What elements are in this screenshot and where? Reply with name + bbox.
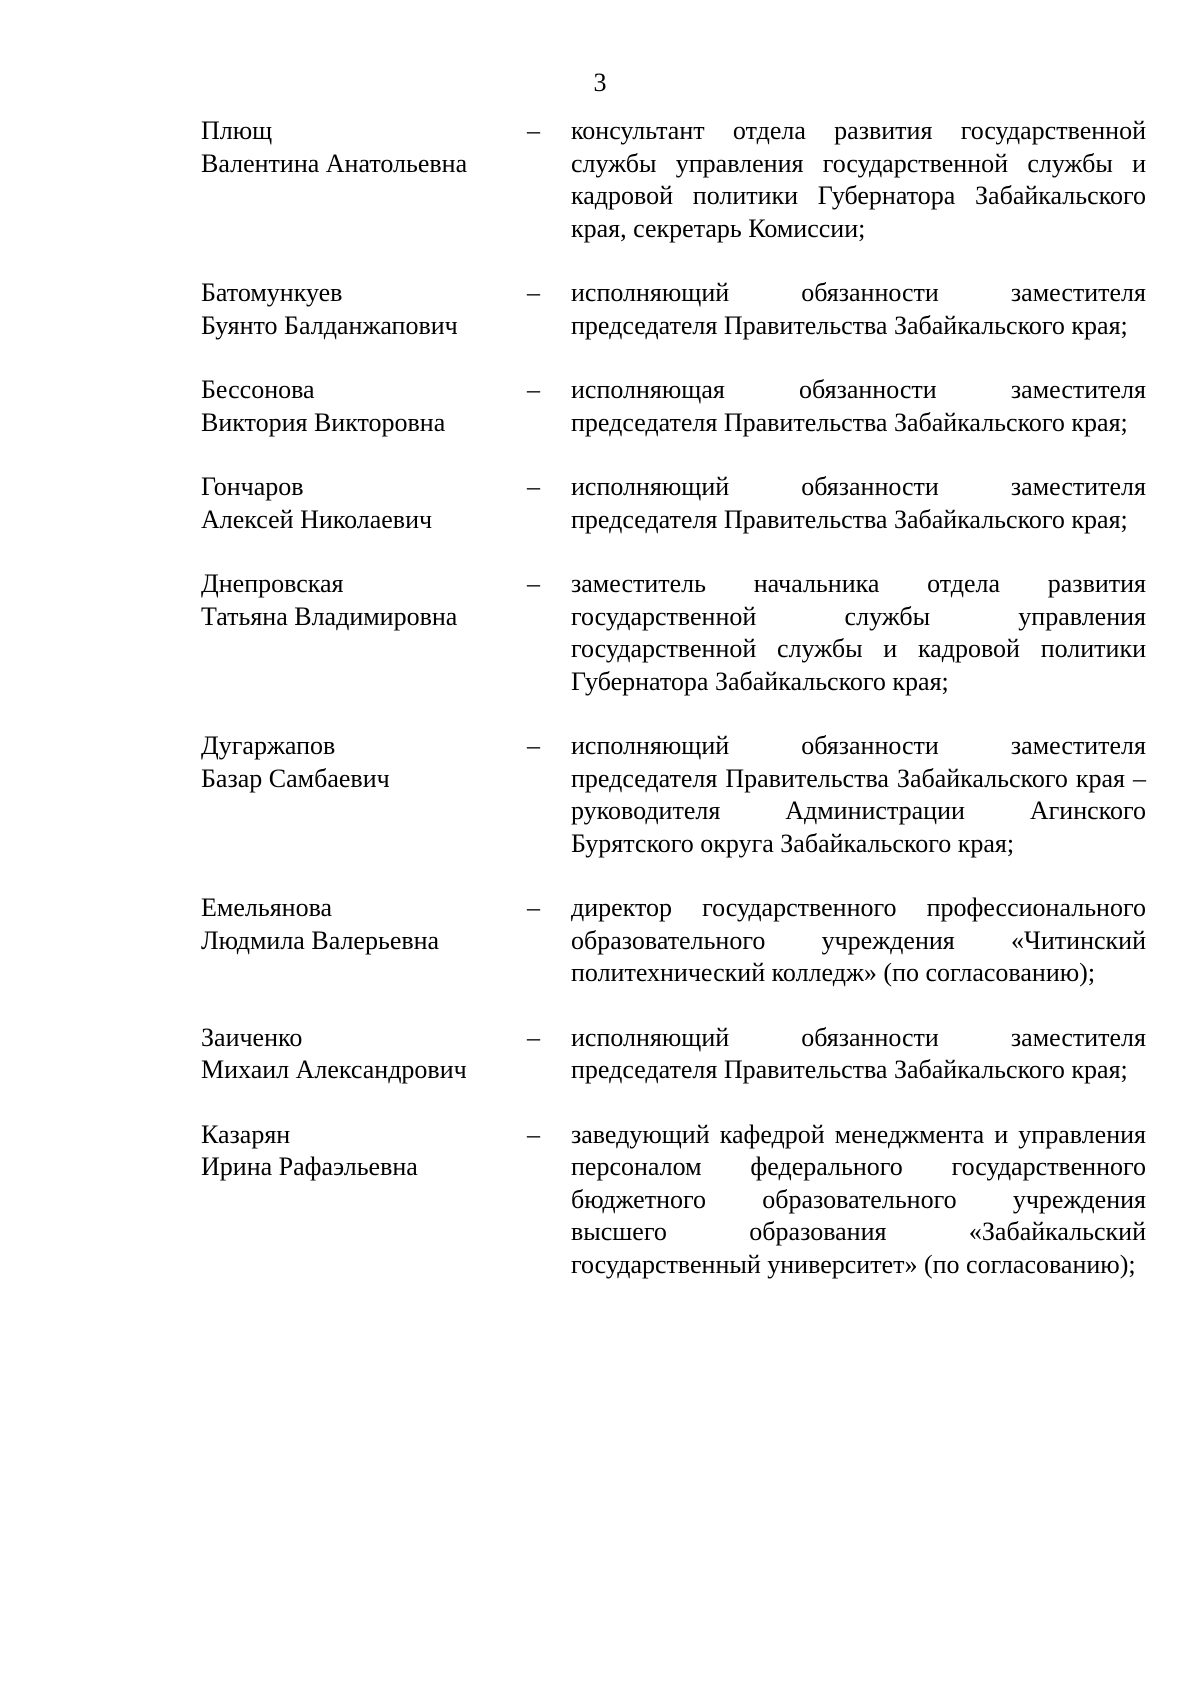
member-name [201, 1119, 501, 1184]
member-surname: Емельянова [201, 893, 333, 922]
member-dash: – [527, 1022, 540, 1052]
member-given-names: Татьяна Владимировна [201, 601, 458, 631]
member-entry [0, 1119, 1200, 1282]
member-entry [0, 892, 1200, 990]
member-entry [0, 115, 1200, 245]
member-surname: Днепровская [201, 569, 344, 598]
member-name [201, 568, 501, 633]
member-role: консультант отдела развития государственной службы управления государственной службы и кадровой политики Губернатора Забайкальского края, секретарь Комиссии; [571, 116, 1146, 243]
member-name [201, 1022, 501, 1087]
member-dash: – [527, 731, 540, 760]
member-role: директор государственного профессионального образовательного учреждения «Читинский политехнический колледж» (по согласованию); [571, 893, 1146, 987]
member-dash: – [527, 116, 540, 145]
member-given-names: Ирина Рафаэльевна [201, 1152, 418, 1181]
member-dash: – [527, 893, 540, 922]
member-name [201, 115, 501, 180]
member-entry [0, 730, 1200, 860]
commission-member-list [0, 115, 1200, 1281]
member-given-names: Буянто Балданжапович [201, 310, 458, 340]
member-entry [0, 277, 1200, 342]
member-given-names: Михаил Александрович [201, 1055, 467, 1084]
member-name [201, 374, 501, 439]
member-given-names: Виктория Викторовна [201, 407, 446, 437]
member-role: исполняющая обязанности заместителя председателя Правительства Забайкальского края; [571, 375, 1146, 437]
member-dash: – [527, 1119, 540, 1149]
member-entry [0, 374, 1200, 439]
member-name [201, 471, 501, 536]
page-number: 3 [593, 68, 607, 97]
member-given-names: Людмила Валерьевна [201, 925, 440, 955]
member-dash: – [527, 278, 540, 307]
member-surname: Заиченко [201, 1022, 303, 1052]
member-role: заместитель начальника отдела развития государственной службы управления государственной службы и кадровой политики Губернатора Забайкальского края; [571, 569, 1146, 696]
member-entry [0, 471, 1200, 536]
member-given-names: Базар Самбаевич [201, 763, 390, 793]
member-entry [0, 568, 1200, 698]
member-name [201, 277, 501, 342]
member-surname: Плющ [201, 116, 273, 145]
member-surname: Гончаров [201, 472, 304, 501]
member-role: исполняющий обязанности заместителя председателя Правительства Забайкальского края; [571, 1022, 1146, 1084]
member-entry [0, 1022, 1200, 1087]
member-dash: – [527, 472, 540, 501]
member-given-names: Алексей Николаевич [201, 504, 433, 534]
member-role: исполняющий обязанности заместителя председателя Правительства Забайкальского края; [571, 472, 1146, 534]
member-surname: Казарян [201, 1119, 291, 1149]
member-name [201, 730, 501, 795]
member-given-names: Валентина Анатольевна [201, 148, 468, 178]
member-role: исполняющий обязанности заместителя председателя Правительства Забайкальского края; [571, 278, 1146, 340]
member-surname: Дугаржапов [201, 731, 336, 760]
member-dash: – [527, 375, 540, 404]
member-role: заведующий кафедрой менеджмента и управления персоналом федерального государственного бюджетного образовательного учреждения высшего образования «Забайкальский государственный университет» (по согласованию); [571, 1119, 1146, 1279]
member-dash: – [527, 569, 540, 598]
member-name [201, 892, 501, 957]
member-surname: Бессонова [201, 375, 315, 404]
member-surname: Батомункуев [201, 278, 343, 307]
member-role: исполняющий обязанности заместителя председателя Правительства Забайкальского края – руководителя Администрации Агинского Бурятского округа Забайкальского края; [571, 731, 1146, 858]
